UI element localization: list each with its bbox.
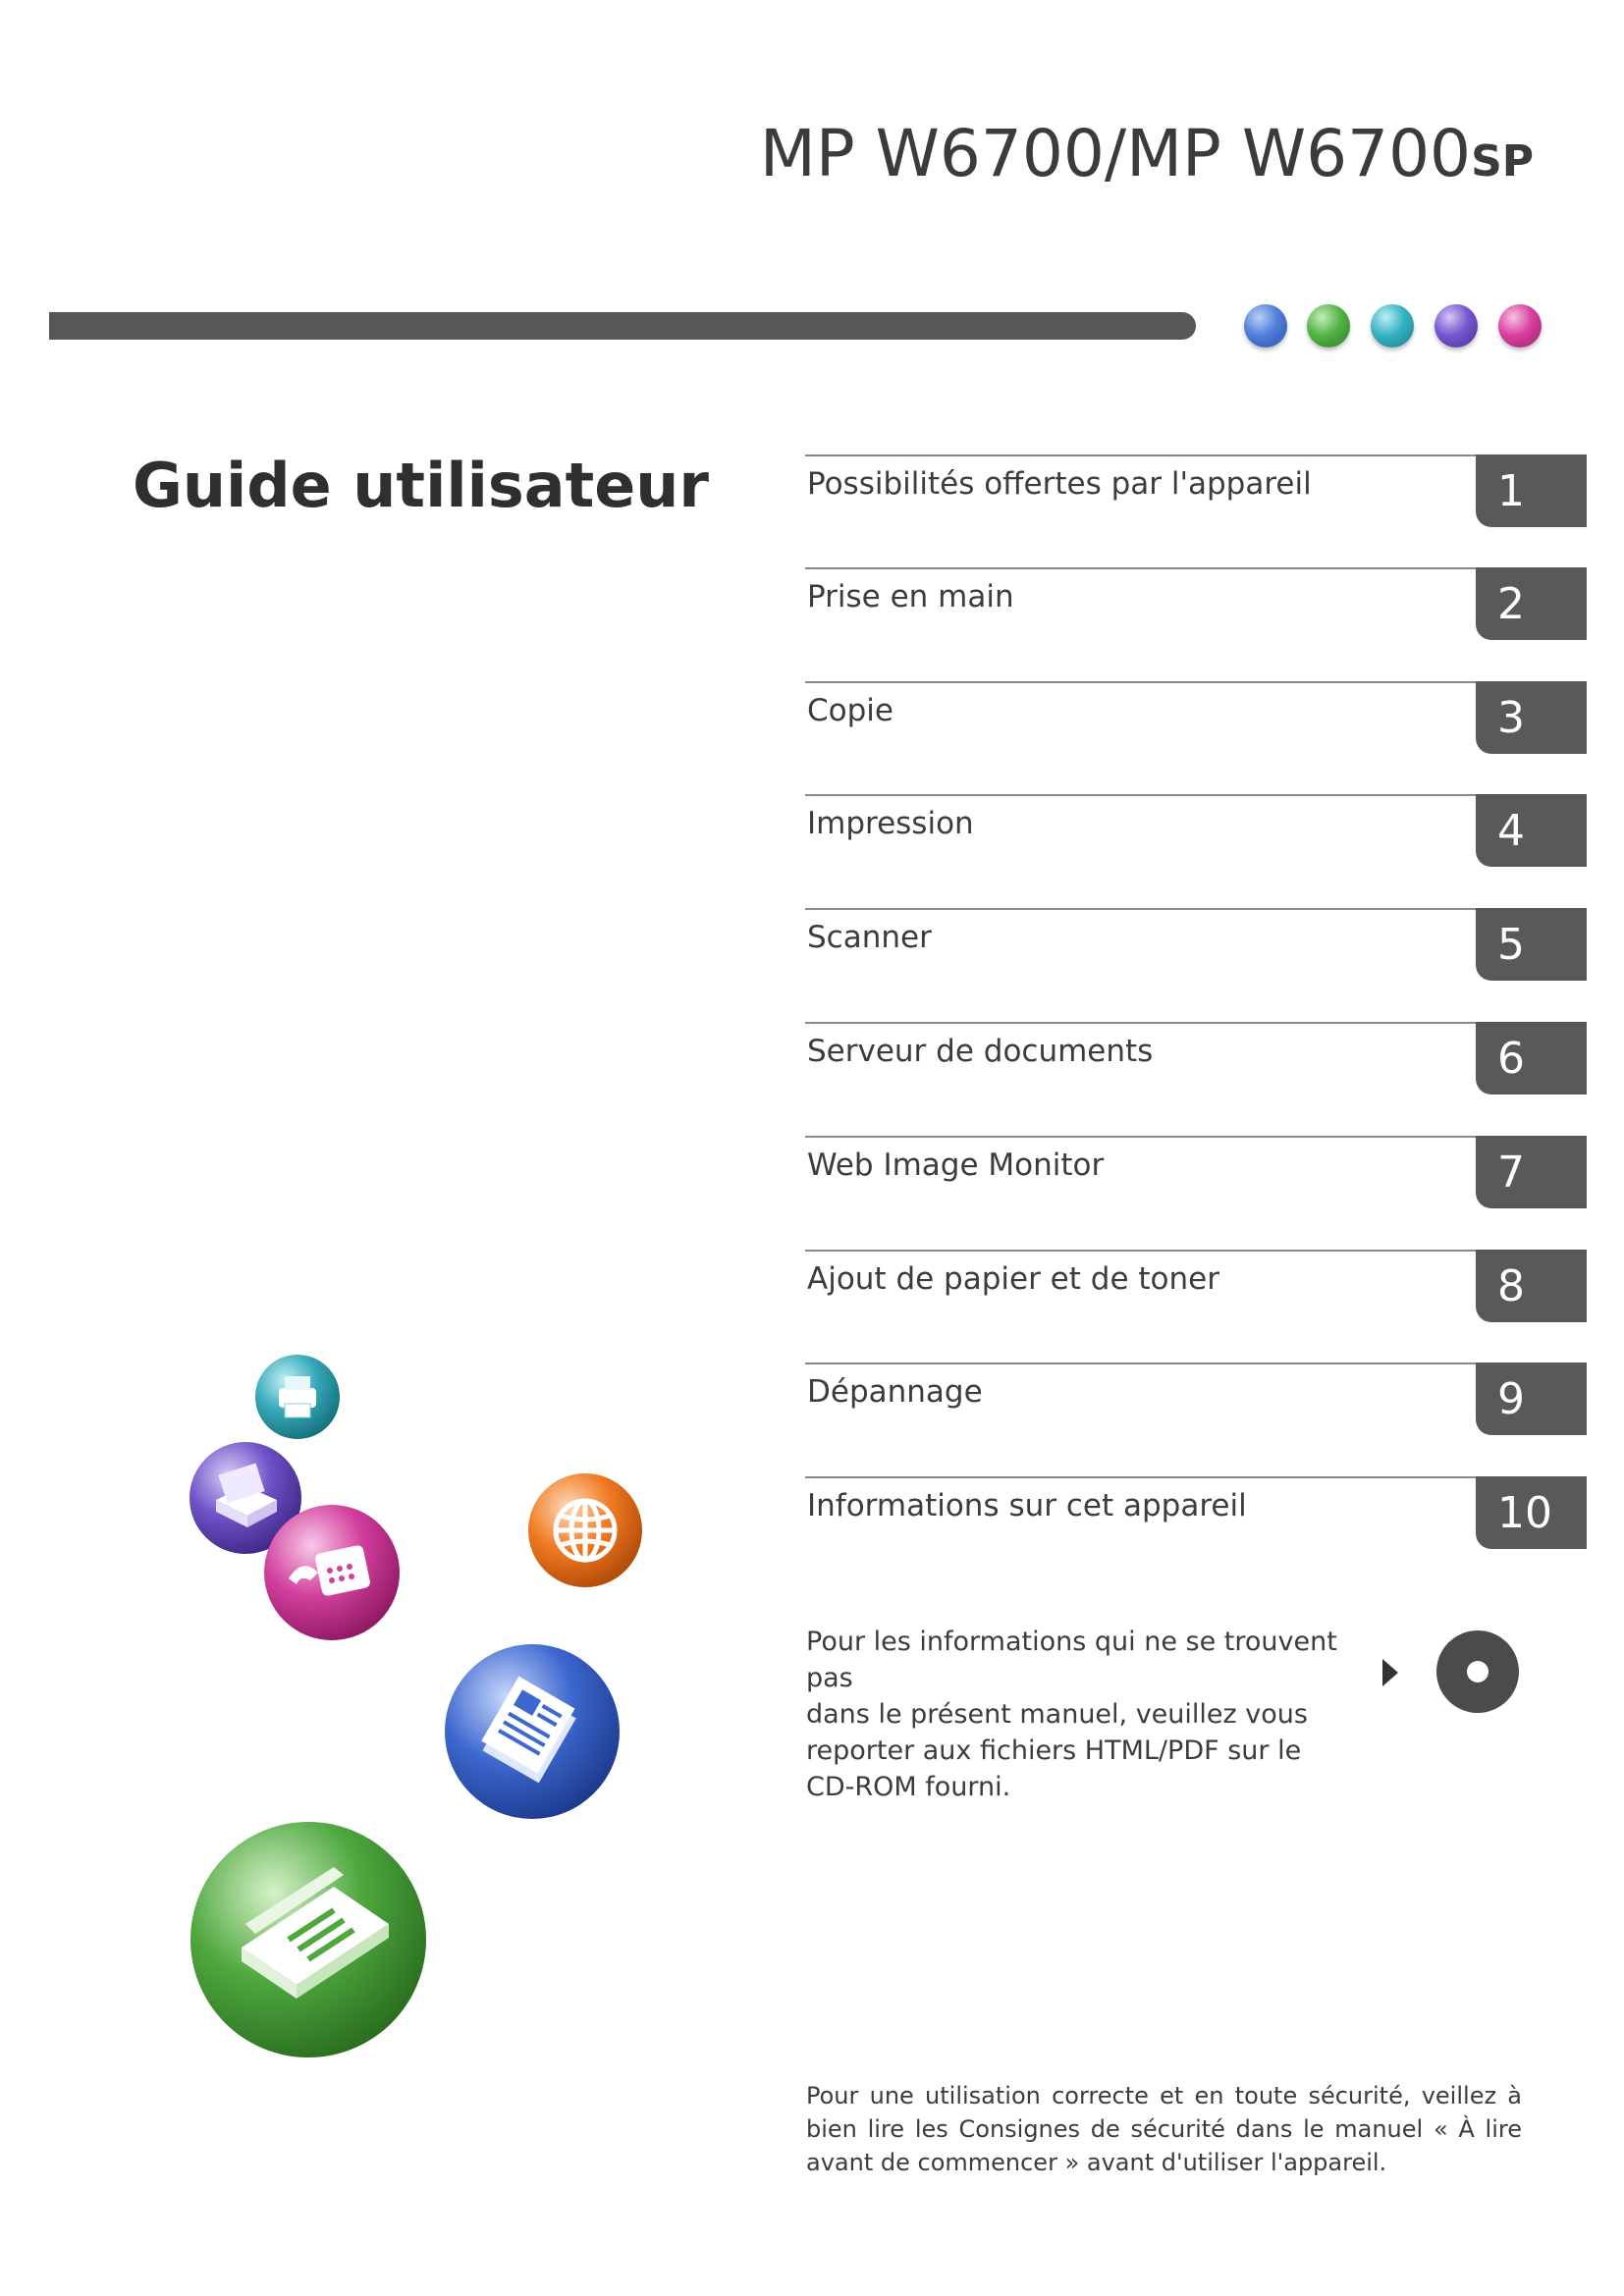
cd-rom-note — [806, 1624, 1366, 1805]
guide-title: Guide utilisateur — [133, 450, 709, 521]
toc-item-number-tab[interactable]: 7 — [1476, 1136, 1587, 1208]
document-icon — [442, 1641, 623, 1822]
cd-rom-icon — [1435, 1629, 1520, 1718]
printer-icon — [253, 1353, 342, 1441]
toc-item-5[interactable] — [805, 908, 1587, 983]
toc-divider — [805, 681, 1477, 683]
toc-item-label: Serveur de documents — [807, 1034, 1154, 1069]
toc-divider — [805, 1250, 1477, 1252]
model-suffix: SP — [1471, 136, 1534, 187]
purple-dot — [1435, 304, 1478, 347]
toc-item-label: Scanner — [807, 920, 932, 955]
blue-dot — [1244, 304, 1287, 347]
toc-item-label: Impression — [807, 806, 974, 841]
fax-icon — [261, 1502, 403, 1643]
cd-note-line: Pour les informations qui ne se trouvent pas — [806, 1627, 1337, 1693]
arrow-right-icon — [1380, 1657, 1400, 1692]
toc-divider — [805, 1476, 1477, 1478]
scanner-icon — [187, 1818, 430, 2061]
toc-item-number-tab[interactable]: 6 — [1476, 1022, 1587, 1095]
toc-item-8[interactable] — [805, 1250, 1587, 1324]
toc-item-number-tab[interactable]: 4 — [1476, 794, 1587, 867]
toc-item-number-tab[interactable]: 1 — [1476, 454, 1587, 527]
toc-item-number-tab[interactable]: 8 — [1476, 1250, 1587, 1322]
cd-note-line: reporter aux fichiers HTML/PDF sur le — [806, 1735, 1302, 1766]
toc-divider — [805, 567, 1477, 569]
globe-icon — [525, 1470, 645, 1590]
toc-item-label: Informations sur cet appareil — [807, 1488, 1247, 1523]
toc-item-number-tab[interactable]: 9 — [1476, 1362, 1587, 1435]
toc-divider — [805, 1362, 1477, 1364]
magenta-dot — [1498, 304, 1542, 347]
toc-item-number-tab[interactable]: 10 — [1476, 1476, 1587, 1549]
toc-divider — [805, 454, 1477, 456]
toc-item-label: Ajout de papier et de toner — [807, 1261, 1219, 1297]
toc-item-7[interactable] — [805, 1136, 1587, 1210]
toc-item-number-tab[interactable]: 5 — [1476, 908, 1587, 981]
toc-divider — [805, 794, 1477, 796]
toc-item-label: Prise en main — [807, 579, 1014, 614]
toc-item-number-tab[interactable]: 3 — [1476, 681, 1587, 754]
toc-item-label: Copie — [807, 693, 893, 728]
toc-item-number-tab[interactable]: 2 — [1476, 567, 1587, 640]
cd-note-line: CD-ROM fourni. — [806, 1772, 1011, 1802]
model-name: MP W6700/MP W6700 — [759, 116, 1472, 191]
model-title — [760, 116, 1534, 191]
teal-dot — [1371, 304, 1414, 347]
toc-item-label: Dépannage — [807, 1374, 983, 1410]
toc-divider — [805, 1136, 1477, 1138]
toc-item-label: Possibilités offertes par l'appareil — [807, 466, 1312, 502]
cd-note-line: dans le présent manuel, veuillez vous — [806, 1699, 1308, 1730]
safety-note: Pour une utilisation correcte et en toute sécurité, veillez à bien lire les Consignes de sécurité dans le manuel « À lire avant de commencer » avant d'utiliser l'appareil. — [806, 2082, 1522, 2176]
toc-item-4[interactable] — [805, 794, 1587, 869]
toc-divider — [805, 908, 1477, 910]
header-bar — [49, 312, 1196, 340]
toc-divider — [805, 1022, 1477, 1024]
toc-item-6[interactable] — [805, 1022, 1587, 1096]
toc-item-label: Web Image Monitor — [807, 1148, 1105, 1183]
toc-item-2[interactable] — [805, 567, 1587, 642]
toc-item-1[interactable] — [805, 454, 1587, 529]
toc-item-10[interactable] — [805, 1476, 1587, 1551]
toc-item-9[interactable] — [805, 1362, 1587, 1437]
toc-item-3[interactable] — [805, 681, 1587, 756]
green-dot — [1307, 304, 1350, 347]
